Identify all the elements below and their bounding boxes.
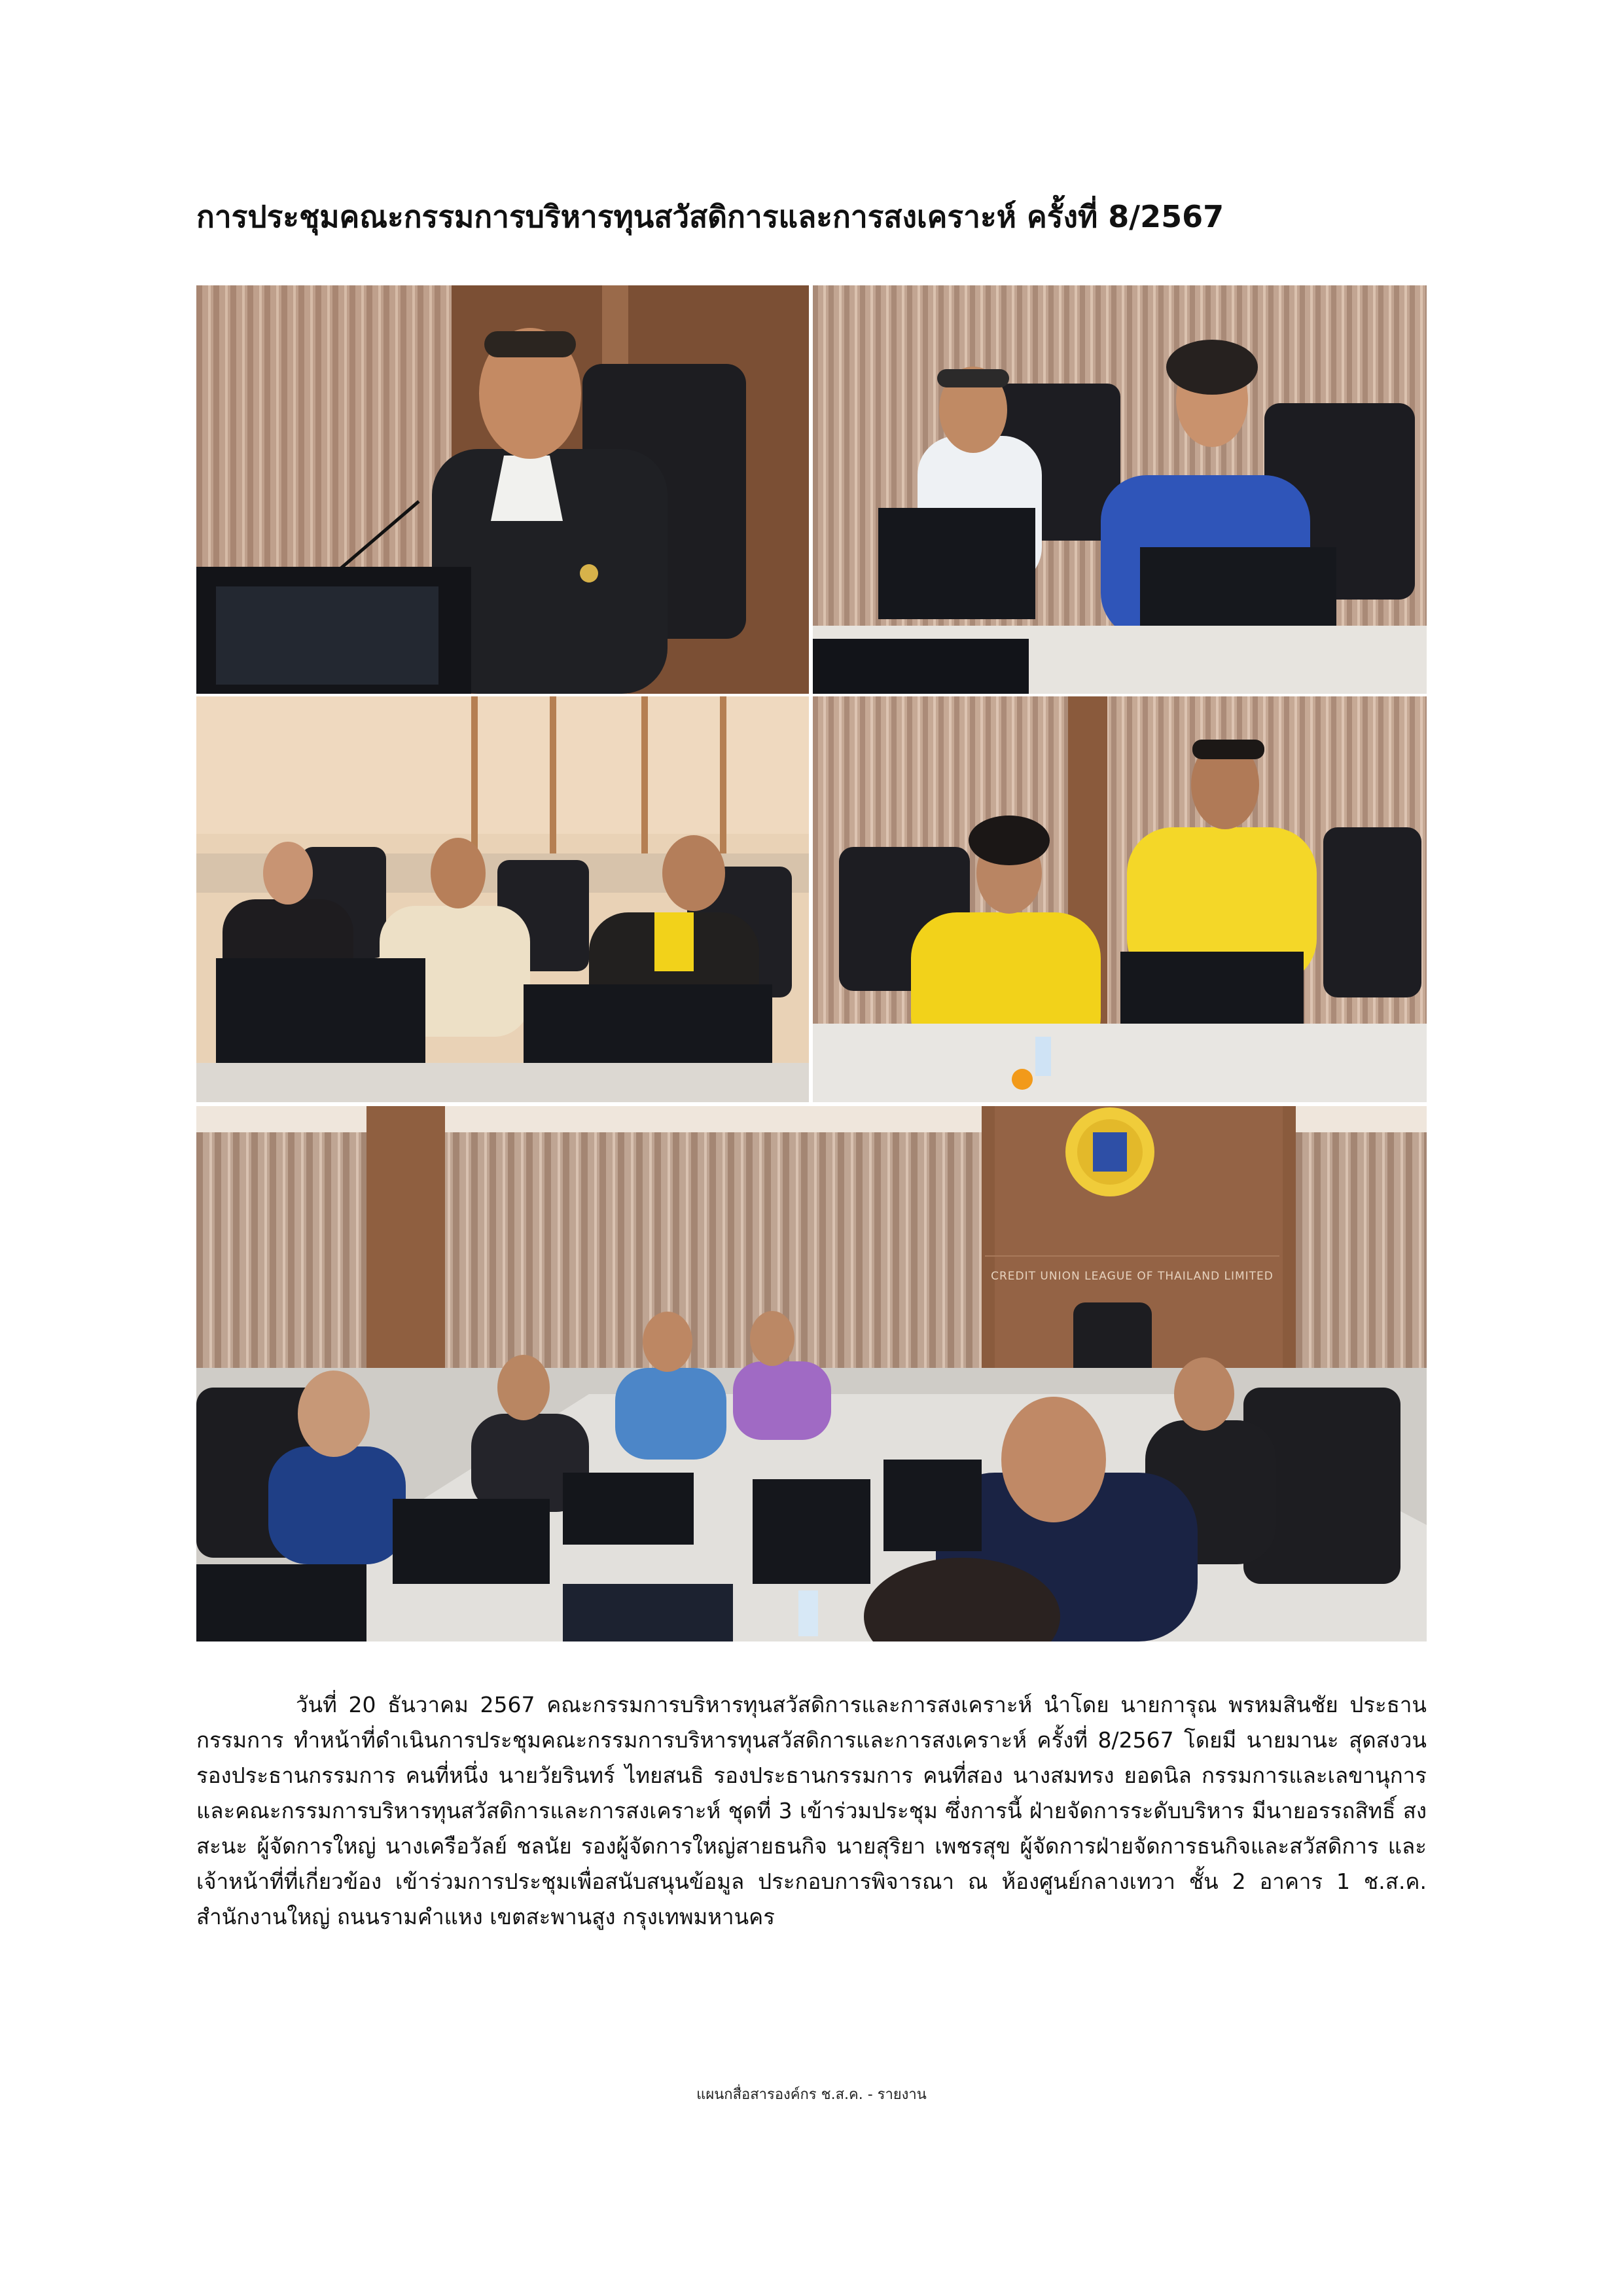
photo-committee-yellow [813,696,1427,1102]
photo-meeting-room [196,1106,1427,1641]
banner-text: CREDIT UNION LEAGUE OF THAILAND LIMITED [991,1270,1274,1283]
article-body: วันที่ 20 ธันวาคม 2567 คณะกรรมการบริหารทุนสวัสดิการและการสงเคราะห์ นำโดย นายการุณ พรหมสินชัย ประธานกรรมการ ทำหน้าที่ดำเนินการประชุมคณะกรรมการบริหารทุนสวัสดิการและการสงเคราะห์ ครั้งที่ 8/2567 โดยมี นายมานะ สุดสงวน รองประธานกรรมการ คนที่หนึ่ง นายวัยรินทร์ ไทยสนธิ รองประธานกรรมการ คนที่สอง นางสมทรง ยอดนิล กรรมการและเลขานุการ และคณะกรรมการบริหารทุนสวัสดิการและการสงเคราะห์ ชุดที่ 3 เข้าร่วมประชุม ซึ่งการนี้ ฝ่ายจัดการระดับบริหาร มีนายอรรถสิทธิ์ สงสะนะ ผู้จัดการใหญ่ นางเครือวัลย์ ชลนัย รองผู้จัดการใหญ่สายธนกิจ นายสุริยา เพชรสุข ผู้จัดการฝ่ายจัดการธนกิจและสวัสดิการ และเจ้าหน้าที่ที่เกี่ยวข้อง เข้าร่วมการประชุมเพื่อสนับสนุนข้อมูล ประกอบการพิจารณา ณ ห้องศูนย์กลางเทวา ชั้น 2 อาคาร 1 ช.ส.ค. สำนักงานใหญ่ ถนนรามคำแหง เขตสะพานสูง กรุงเทพมหานคร [196,1692,1427,1929]
photo-committee-trio [196,696,809,1102]
page-title: การประชุมคณะกรรมการบริหารทุนสวัสดิการและการสงเคราะห์ ครั้งที่ 8/2567 [196,199,1224,234]
photo-committee-pair [813,285,1427,694]
report-footer: แผนกสื่อสารองค์กร ช.ส.ค. - รายงาน [696,2087,927,2103]
photo-chairman [196,285,809,694]
